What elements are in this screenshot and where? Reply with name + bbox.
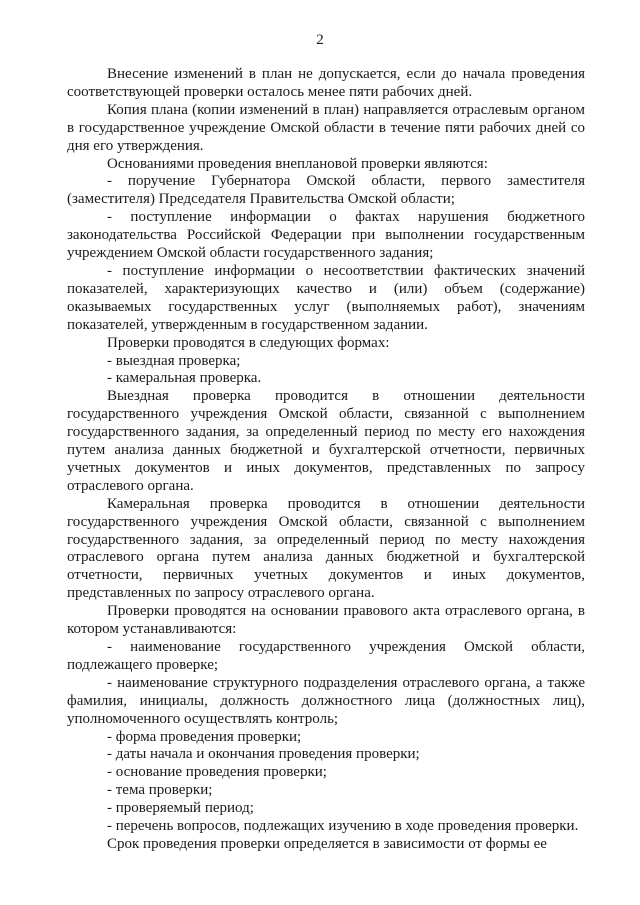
list-item: - поступление информации о несоответствии фактических значений показателей, характеризующих качество и (или) объем (содержание) оказываемых государственных услуг (выполняемых работ), значениям показателей, утвержденным в государственном задании.: [67, 262, 585, 333]
paragraph-inspection-duration: Срок проведения проверки определяется в зависимости от формы ее: [107, 835, 547, 852]
list-item: - проверяемый период;: [107, 800, 254, 817]
list-item: - поступление информации о фактах нарушения бюджетного законодательства Российской Федерации при выполнении государственным учреждением Омской области государственного задания;: [67, 209, 585, 262]
list-item: - наименование государственного учреждения Омской области, подлежащего проверке;: [67, 639, 585, 673]
list-item: - выездная проверка;: [107, 352, 241, 369]
paragraph-desk-inspection: Камеральная проверка проводится в отношении деятельности государственного учреждения Омской области, связанной с выполнением государственного задания, за определенный период по месту нахождения отраслевого органа путем анализа данных бюджетной и бухгалтерской отчетности, первичных учетных документов и иных документов, представленных по запросу отраслевого органа.: [67, 495, 585, 602]
list-item: - основание проведения проверки;: [107, 764, 327, 781]
paragraph-legal-act: Проверки проводятся на основании правового акта отраслевого органа, в котором устанавливаются:: [67, 603, 585, 638]
paragraph-field-inspection: Выездная проверка проводится в отношении деятельности государственного учреждения Омской области, связанной с выполнением государственного задания, за определенный период по месту его нахождения путем анализа данных бюджетной и бухгалтерской отчетности, первичных учетных документов и иных документов, представленных по запросу отраслевого органа.: [67, 388, 585, 494]
page-number: 2: [316, 32, 324, 48]
list-item: - тема проверки;: [107, 782, 213, 799]
document-body: [67, 66, 585, 854]
paragraph-inspection-forms: Проверки проводятся в следующих формах:: [107, 334, 390, 351]
list-item: - поручение Губернатора Омской области, первого заместителя (заместителя) Председателя Правительства Омской области;: [67, 173, 585, 208]
list-item: - перечень вопросов, подлежащих изучению в ходе проведения проверки.: [107, 818, 579, 835]
list-item: - даты начала и окончания проведения проверки;: [107, 746, 420, 763]
paragraph-unscheduled-grounds: Основаниями проведения внеплановой проверки являются:: [107, 155, 488, 172]
list-item: - камеральная проверка.: [107, 370, 262, 387]
list-item: - наименование структурного подразделения отраслевого органа, а также фамилия, инициалы, должность должностного лица (должностных лиц), уполномоченного осуществлять контроль;: [67, 674, 585, 727]
list-item: - форма проведения проверки;: [107, 728, 302, 745]
paragraph-plan-changes: Внесение изменений в план не допускается, если до начала проведения соответствующей проверки осталось менее пяти рабочих дней.: [67, 66, 585, 100]
paragraph-plan-copy: Копия плана (копии изменений в план) направляется отраслевым органом в государственное учреждение Омской области в течение пяти рабочих дней со дня его утверждения.: [67, 101, 585, 154]
